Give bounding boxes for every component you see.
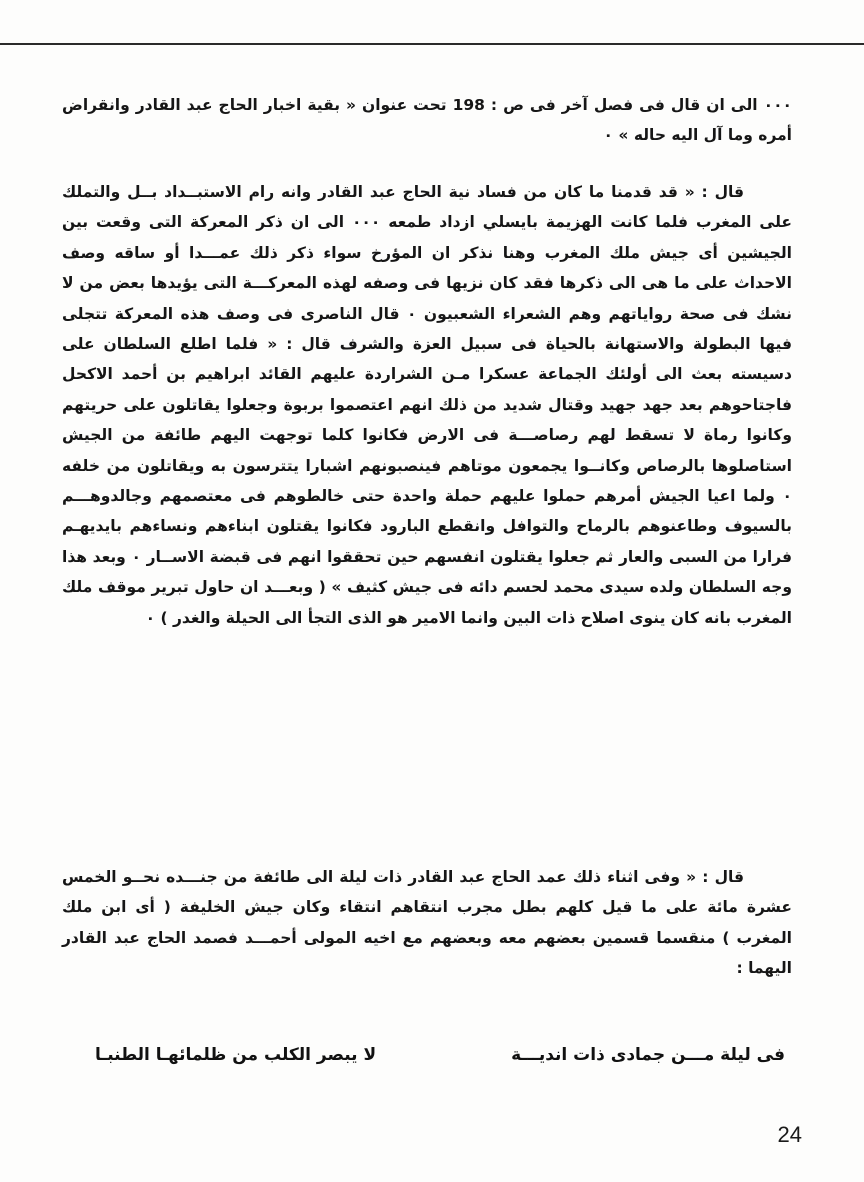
- verse-first-hemistich: فى ليلة مـــن جمادى ذات انديـــة: [511, 1045, 785, 1065]
- paragraph-intro: ٠٠٠ الى ان قال فى فصل آخر فى ص : 198 تحت عنوان « بقية اخبار الحاج عبد القادر وانقراض أمره وما آل اليه حاله » ٠: [62, 96, 792, 145]
- poem-verse: [95, 1038, 785, 1072]
- paragraph-battle-account: قال : « قد قدمنا ما كان من فساد نية الحاج عبد القادر وانه رام الاستبــداد بــل والتملك على المغرب فلما كانت الهزيمة بايسلي ازداد طمعه ٠٠٠ الى ان ذكر المعركة التى وقعت بين الجيشين أى جيش ملك المغرب وهنا نذكر ان المؤرخ سواء ذكر ذلك عمـــدا أو ساقه وصف الاحداث على ما هى الى ذكرها فقد كان نزيها فى وصفه لهذه المعركـــة التى يؤيدها بعض من لا نشك فى صحة رواياتهم وهم الشعراء الشعبيون ٠ قال الناصرى فى وصف هذه المعركة تتجلى فيها البطولة والاستهانة بالحياة فى سبيل العزة والشرف قال : « فلما اطلع السلطان على دسيسته بعث الى أولئك الجماعة عسكرا مـن الشراردة عليهم القائد ابراهيم بن أحمد الاكحل فاجتاحوهم بعد جهد جهيد وقتال شديد من ذلك انهم اعتصموا بربوة وجعلوا يقاتلون على حريتهم وكانوا رماة لا تسقط لهم رصاصـــة فى الارض فكانوا كلما توجهت اليهم طائفة من الجيش استاصلوها بالرصاص وكانــوا يجمعون موتاهم فينصبونهم اشبارا يتترسون به ويقاتلون من خلفه ٠ ولما اعيا الجيش أمرهم حملوا عليهم حملة واحدة حتى خالطوهم فى معتصمهم وجالدوهـــم بالسيوف وطاعنوهم بالرماح والتوافل وانقطع البارود فكانوا يقتلون ابناءهم ونساءهم بايديهـم فرارا من السبى والعار ثم جعلوا يقتلون انفسهم حين تحققوا انهم فى قبضة الاســار ٠ وبعد هذا وجه السلطان ولده سيدى محمد لحسم دائه فى جيش كثيف » ( وبعـــد ان حاول تبرير موقف ملك المغرب بانه كان ينوى اصلاح ذات البين وانما الامير هو الذى التجأ الى الحيلة والغدر ) ٠: [62, 183, 793, 627]
- page-number: 24: [777, 1122, 802, 1147]
- paragraph-night-raid: قال : « وفى اثناء ذلك عمد الحاج عبد القادر ذات ليلة الى طائفة من جنـــده نحــو الخمس عشرة مائة على ما قيل كلهم بطل مجرب انتقاهم انتقاء وكان جيش الخليفة ( أى ابن ملك المغرب ) منقسما قسمين بعضهم معه وبعضهم مع اخيه المولى أحمـــد فصمد الحاج عبد القادر اليهما :: [62, 868, 792, 978]
- header-rule: [0, 43, 864, 45]
- verse-second-hemistich: لا يبصر الكلب من ظلمائهـا الطنبـا: [95, 1045, 377, 1065]
